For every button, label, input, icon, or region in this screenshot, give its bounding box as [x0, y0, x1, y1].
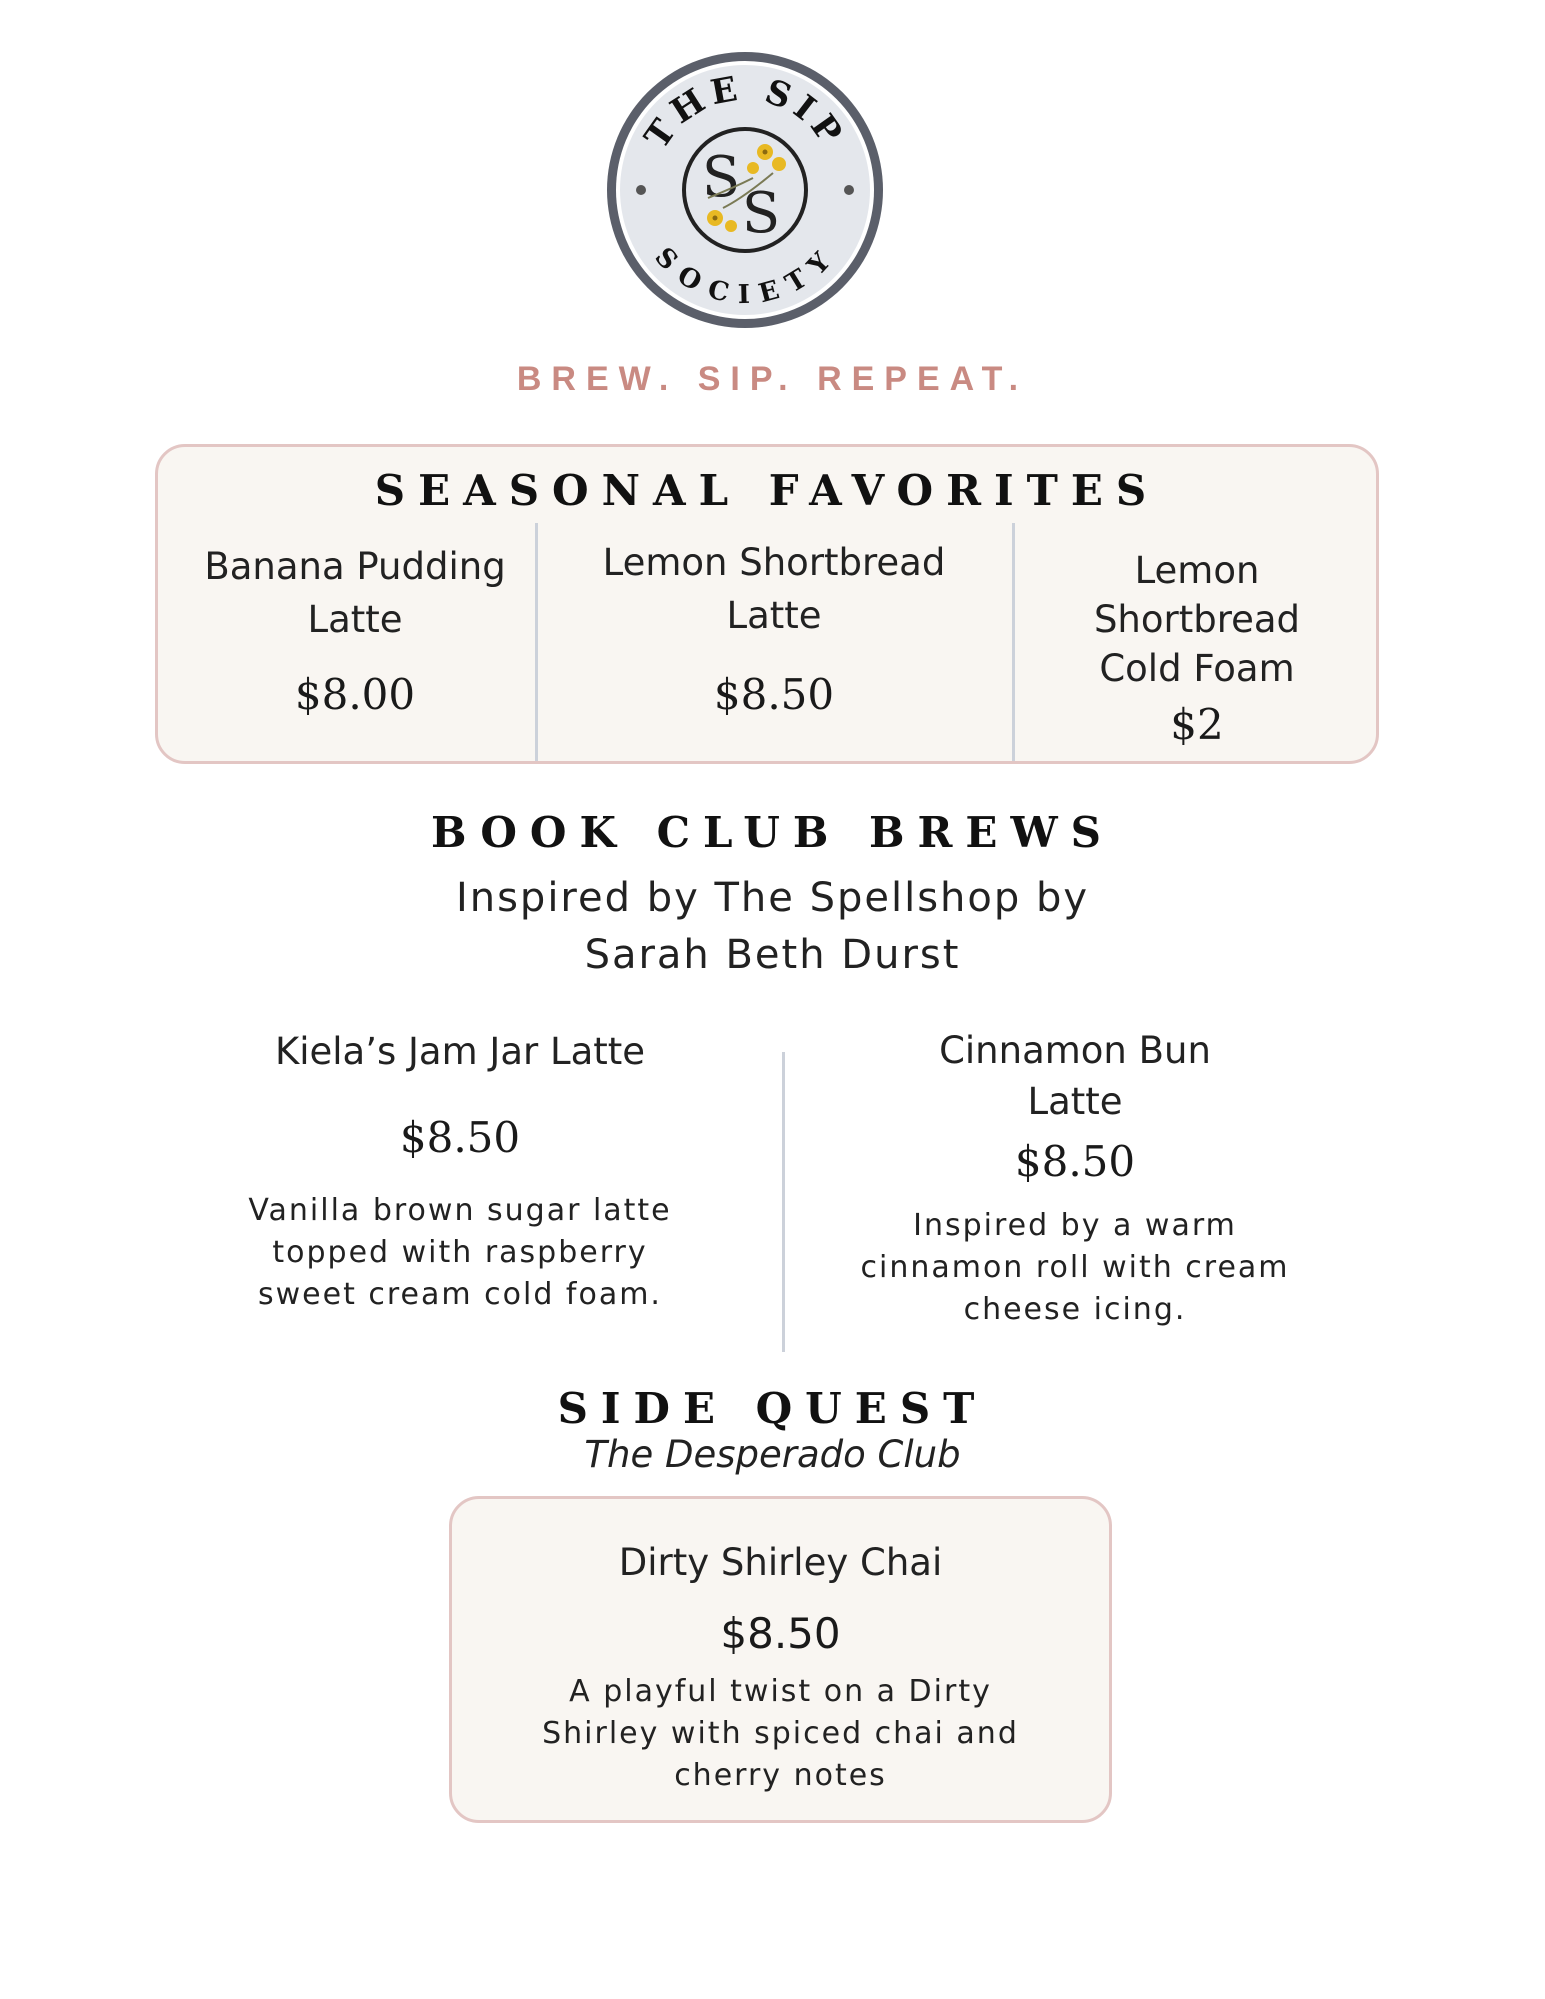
logo-bottom-text: SOCIETY — [648, 242, 842, 311]
item-description — [449, 1671, 1112, 1797]
side-quest-subtitle: The Desperado Club — [584, 1433, 961, 1476]
item-name-line: Latte — [307, 598, 403, 641]
logo-monogram-top: S — [701, 145, 741, 210]
item-name: Kiela’s Jam Jar Latte — [274, 1030, 646, 1073]
seasonal-item — [190, 540, 520, 646]
item-name-line: Lemon Shortbread — [602, 541, 946, 584]
item-name-line: Latte — [1027, 1080, 1123, 1123]
seasonal-title: SEASONAL FAVORITES — [374, 466, 1160, 515]
item-name-line: Cinnamon Bun — [939, 1029, 1211, 1072]
desc-line: A playful twist on a Dirty — [569, 1674, 992, 1709]
book-club-item-name — [800, 1025, 1350, 1127]
seasonal-divider-2 — [1012, 523, 1015, 761]
desc-line: cheese icing. — [963, 1292, 1187, 1327]
item-price: $8.50 — [1014, 1137, 1136, 1186]
seasonal-divider-1 — [535, 523, 538, 761]
seasonal-item — [545, 536, 1003, 642]
subtitle-line: Sarah Beth Durst — [584, 932, 961, 978]
seasonal-item — [1022, 546, 1372, 693]
item-price: $8.00 — [294, 670, 416, 719]
desc-line: Inspired by a warm — [913, 1208, 1237, 1243]
item-price: $8.50 — [713, 670, 835, 719]
desc-line: Vanilla brown sugar latte — [248, 1193, 672, 1228]
tagline: BREW. SIP. REPEAT. — [516, 360, 1029, 398]
item-price: $8.50 — [720, 1609, 841, 1658]
book-club-subtitle — [0, 870, 1545, 984]
subtitle-line: Inspired by The Spellshop by — [455, 875, 1090, 921]
logo-monogram-bottom: S — [741, 181, 781, 246]
desc-line: Shirley with spiced chai and — [542, 1716, 1019, 1751]
item-name-line: Latte — [726, 594, 822, 637]
item-price: $2 — [1170, 700, 1224, 749]
book-club-divider — [782, 1052, 785, 1352]
item-description — [800, 1205, 1350, 1331]
desc-line: cherry notes — [674, 1758, 887, 1793]
item-name-line: Shortbread — [1093, 598, 1301, 641]
logo-top-text: THE SIP — [637, 68, 853, 157]
item-name-line: Banana Pudding — [204, 545, 506, 588]
book-club-title: BOOK CLUB BREWS — [431, 808, 1114, 857]
item-name-line: Lemon — [1134, 549, 1260, 592]
side-quest-title: SIDE QUEST — [557, 1384, 988, 1433]
desc-line: topped with raspberry — [272, 1235, 648, 1270]
item-name: Dirty Shirley Chai — [618, 1541, 943, 1584]
desc-line: cinnamon roll with cream — [860, 1250, 1290, 1285]
sip-society-logo — [603, 48, 887, 332]
desc-line: sweet cream cold foam. — [258, 1277, 662, 1312]
item-price: $8.50 — [399, 1113, 521, 1162]
item-name-line: Cold Foam — [1099, 647, 1295, 690]
item-description — [160, 1190, 760, 1316]
